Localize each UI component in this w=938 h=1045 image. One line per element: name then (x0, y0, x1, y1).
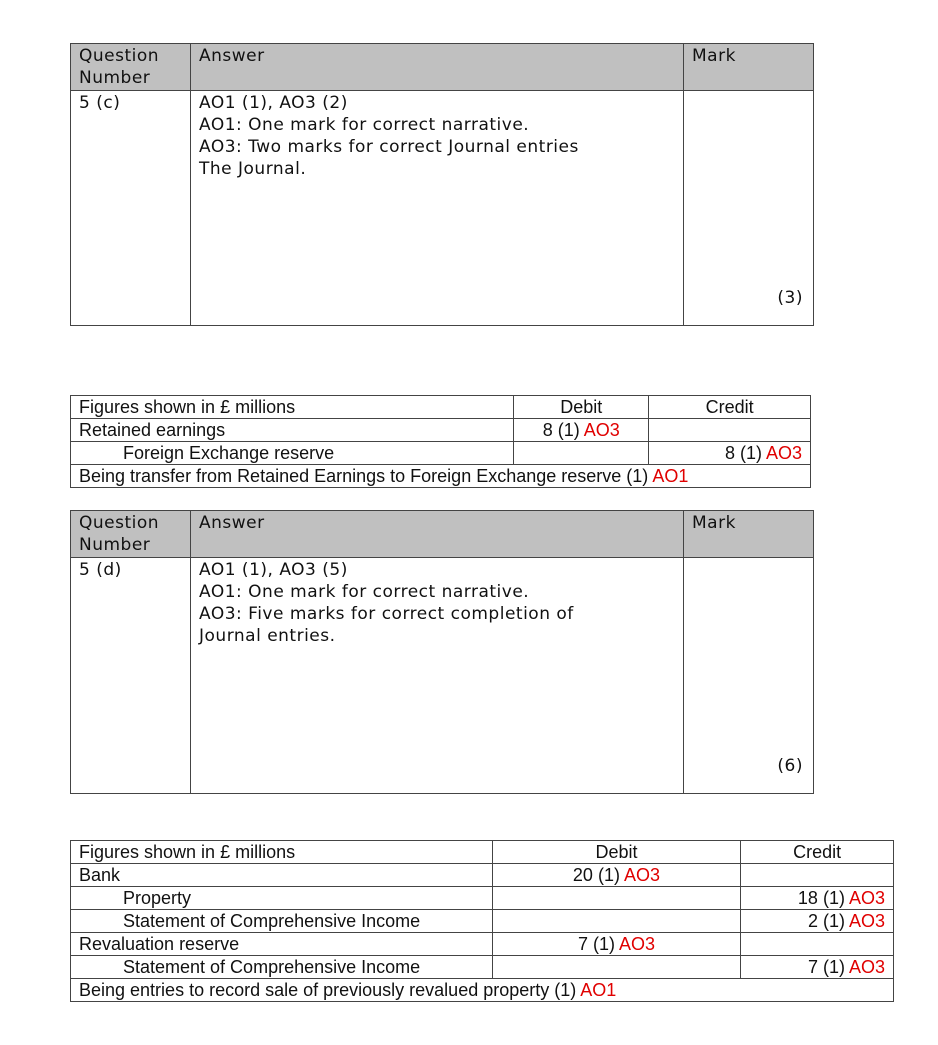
answer-text (191, 91, 684, 326)
header-debit: Debit (514, 396, 649, 419)
question-number: 5 (c) (71, 91, 191, 326)
credit-cell (741, 933, 894, 956)
mark-value: (3) (777, 288, 803, 308)
account-name: Statement of Comprehensive Income (71, 956, 493, 979)
ao-code: AO3 (583, 420, 620, 440)
answer-line: The Journal. (199, 159, 307, 179)
account-name: Property (71, 887, 493, 910)
amount: 8 (1) (724, 443, 762, 463)
account-name: Revaluation reserve (71, 933, 493, 956)
mark-cell (684, 558, 814, 794)
narrative (71, 465, 811, 488)
credit-cell (741, 910, 894, 933)
answer-line: AO1: One mark for correct narrative. (199, 582, 530, 602)
journal-table-1 (70, 395, 811, 488)
narrative (71, 979, 894, 1002)
journal-row (71, 910, 894, 933)
debit-cell (514, 442, 649, 465)
ao-code: AO1 (652, 466, 689, 486)
answer-line: AO1: One mark for correct narrative. (199, 115, 530, 135)
journal-row (71, 956, 894, 979)
header-question-number: Question Number (71, 44, 191, 91)
account-name: Statement of Comprehensive Income (71, 910, 493, 933)
amount: 8 (1) (542, 420, 580, 440)
header-account: Figures shown in £ millions (71, 841, 493, 864)
ao-code: AO3 (848, 911, 885, 931)
amount: 18 (1) (797, 888, 845, 908)
journal-row (71, 933, 894, 956)
debit-cell (492, 864, 740, 887)
ao-code: AO1 (580, 980, 617, 1000)
journal-header-row (71, 396, 811, 419)
credit-cell (741, 887, 894, 910)
journal-row (71, 887, 894, 910)
debit-cell (492, 887, 740, 910)
amount: 7 (1) (807, 957, 845, 977)
answer-line: AO3: Five marks for correct completion of (199, 604, 574, 624)
credit-cell (741, 864, 894, 887)
header-question-number: Question Number (71, 511, 191, 558)
ao-code: AO3 (623, 865, 660, 885)
account-name: Foreign Exchange reserve (71, 442, 514, 465)
account-name: Bank (71, 864, 493, 887)
mark-value: (6) (777, 756, 803, 776)
header-credit: Credit (741, 841, 894, 864)
amount: 20 (1) (572, 865, 620, 885)
journal-header-row (71, 841, 894, 864)
ao-code: AO3 (618, 934, 655, 954)
journal-table-2 (70, 840, 894, 1002)
journal-row (71, 442, 811, 465)
header-answer: Answer (191, 511, 684, 558)
debit-cell (492, 910, 740, 933)
question-5c-table (70, 43, 814, 326)
mark-cell (684, 91, 814, 326)
narrative-text: Being transfer from Retained Earnings to Foreign Exchange reserve (1) (79, 466, 649, 486)
answer-text (191, 558, 684, 794)
amount: 2 (1) (807, 911, 845, 931)
question-5d-table (70, 510, 814, 794)
narrative-text: Being entries to record sale of previously revalued property (1) (79, 980, 577, 1000)
debit-cell (492, 933, 740, 956)
account-name: Retained earnings (71, 419, 514, 442)
debit-cell (514, 419, 649, 442)
credit-cell (741, 956, 894, 979)
answer-line: Journal entries. (199, 626, 336, 646)
answer-line: AO1 (1), AO3 (5) (199, 560, 348, 580)
journal-row (71, 419, 811, 442)
narrative-row (71, 979, 894, 1002)
answer-line: AO3: Two marks for correct Journal entries (199, 137, 579, 157)
header-mark: Mark (684, 511, 814, 558)
amount: 7 (1) (577, 934, 615, 954)
ao-code: AO3 (848, 957, 885, 977)
answer-line: AO1 (1), AO3 (2) (199, 93, 348, 113)
header-credit: Credit (649, 396, 811, 419)
question-number: 5 (d) (71, 558, 191, 794)
header-debit: Debit (492, 841, 740, 864)
journal-row (71, 864, 894, 887)
credit-cell (649, 442, 811, 465)
narrative-row (71, 465, 811, 488)
ao-code: AO3 (765, 443, 802, 463)
debit-cell (492, 956, 740, 979)
credit-cell (649, 419, 811, 442)
header-mark: Mark (684, 44, 814, 91)
ao-code: AO3 (848, 888, 885, 908)
header-answer: Answer (191, 44, 684, 91)
header-account: Figures shown in £ millions (71, 396, 514, 419)
